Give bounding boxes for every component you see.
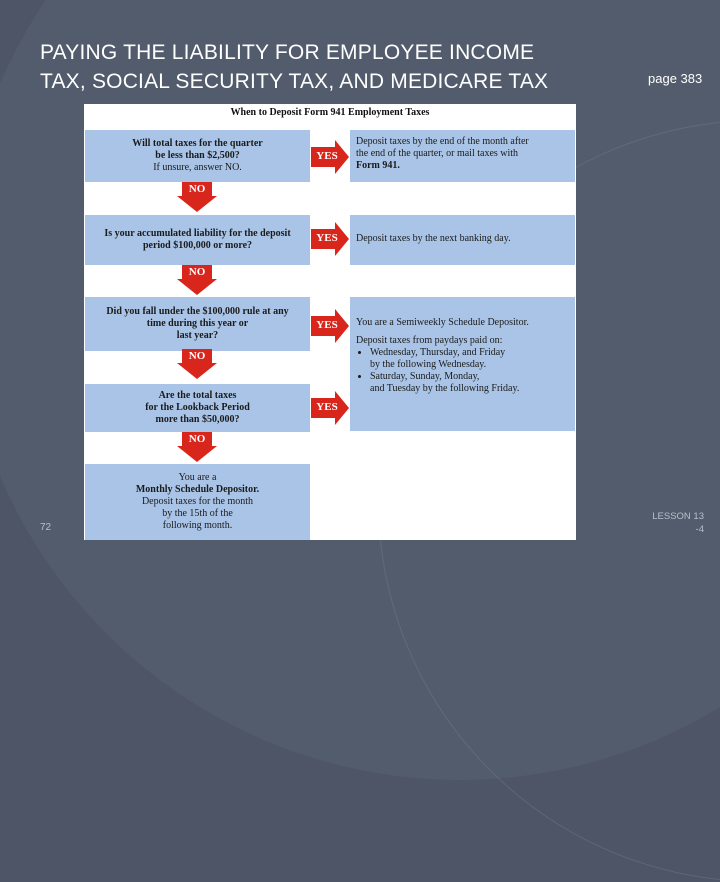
answer-line: Deposit taxes by the next banking day. bbox=[356, 233, 511, 244]
question-line: time during this year or bbox=[146, 318, 249, 329]
question-line: If unsure, answer NO. bbox=[153, 162, 242, 173]
lesson-label bbox=[644, 510, 704, 536]
question-line: be less than $2,500? bbox=[155, 150, 240, 161]
yes-label: YES bbox=[316, 319, 338, 331]
result-line: You are a bbox=[178, 472, 217, 483]
no-arrow bbox=[177, 265, 217, 295]
question-accumulated-liability bbox=[85, 215, 310, 265]
no-label: NO bbox=[188, 266, 206, 278]
question-line: more than $50,000? bbox=[155, 414, 240, 425]
no-label: NO bbox=[188, 433, 206, 445]
no-label: NO bbox=[188, 183, 206, 195]
question-line: period $100,000 or more? bbox=[142, 240, 253, 251]
slide-title bbox=[40, 38, 640, 96]
slide-number: 72 bbox=[40, 522, 52, 533]
question-lookback-period bbox=[85, 384, 310, 432]
answer-semiweekly-depositor bbox=[350, 297, 575, 431]
result-monthly-depositor bbox=[85, 464, 310, 540]
answer-quarterly-deposit bbox=[350, 130, 575, 182]
flowchart-title: When to Deposit Form 941 Employment Taxes bbox=[230, 107, 430, 118]
result-line: Monthly Schedule Depositor. bbox=[135, 484, 260, 495]
no-arrow bbox=[177, 432, 217, 462]
list-item-line: by the following Wednesday. bbox=[370, 359, 487, 370]
lesson-line-2: -4 bbox=[695, 524, 704, 535]
slide-title-line-2: TAX, SOCIAL SECURITY TAX, AND MEDICARE TAX bbox=[40, 70, 549, 93]
no-arrow bbox=[177, 349, 217, 379]
yes-arrow bbox=[311, 222, 349, 256]
yes-arrow bbox=[311, 391, 349, 425]
list-item bbox=[370, 347, 569, 359]
result-line: Deposit taxes for the month bbox=[141, 496, 254, 507]
flowchart bbox=[84, 104, 576, 540]
list-item-line: and Tuesday by the following Friday. bbox=[370, 383, 520, 394]
question-line: Is your accumulated liability for the deposit bbox=[104, 228, 291, 239]
question-100k-rule bbox=[85, 297, 310, 351]
answer-line: Deposit taxes by the end of the month after bbox=[356, 136, 529, 147]
page-reference: page 383 bbox=[648, 71, 703, 86]
answer-next-banking-day bbox=[350, 215, 575, 265]
list-item bbox=[370, 371, 569, 383]
question-line: Did you fall under the $100,000 rule at any bbox=[106, 306, 289, 317]
answer-line: You are a Semiweekly Schedule Depositor. bbox=[356, 317, 529, 328]
yes-label: YES bbox=[316, 401, 338, 413]
answer-line: Form 941. bbox=[356, 160, 400, 171]
payday-list bbox=[356, 371, 569, 383]
lesson-line-1: LESSON 13 bbox=[652, 511, 704, 522]
no-label: NO bbox=[188, 350, 206, 362]
result-line: by the 15th of the bbox=[162, 508, 233, 519]
question-quarter-total bbox=[85, 130, 310, 182]
question-line: last year? bbox=[176, 330, 219, 341]
yes-label: YES bbox=[316, 150, 338, 162]
payday-list bbox=[356, 347, 569, 359]
question-line: for the Lookback Period bbox=[145, 402, 250, 413]
yes-arrow bbox=[311, 140, 349, 174]
answer-line: the end of the quarter, or mail taxes with bbox=[356, 148, 519, 159]
slide-title-line-1: PAYING THE LIABILITY FOR EMPLOYEE INCOME bbox=[40, 41, 535, 64]
no-arrow bbox=[177, 182, 217, 212]
answer-line: Deposit taxes from paydays paid on: bbox=[356, 335, 503, 346]
result-line: following month. bbox=[162, 520, 233, 531]
yes-arrow bbox=[311, 309, 349, 343]
list-item-line: • Saturday, Sunday, Monday, bbox=[370, 371, 480, 382]
yes-label: YES bbox=[316, 232, 338, 244]
list-item-line: • Wednesday, Thursday, and Friday bbox=[370, 347, 506, 358]
question-line: Are the total taxes bbox=[158, 390, 237, 401]
question-line: Will total taxes for the quarter bbox=[132, 138, 263, 149]
